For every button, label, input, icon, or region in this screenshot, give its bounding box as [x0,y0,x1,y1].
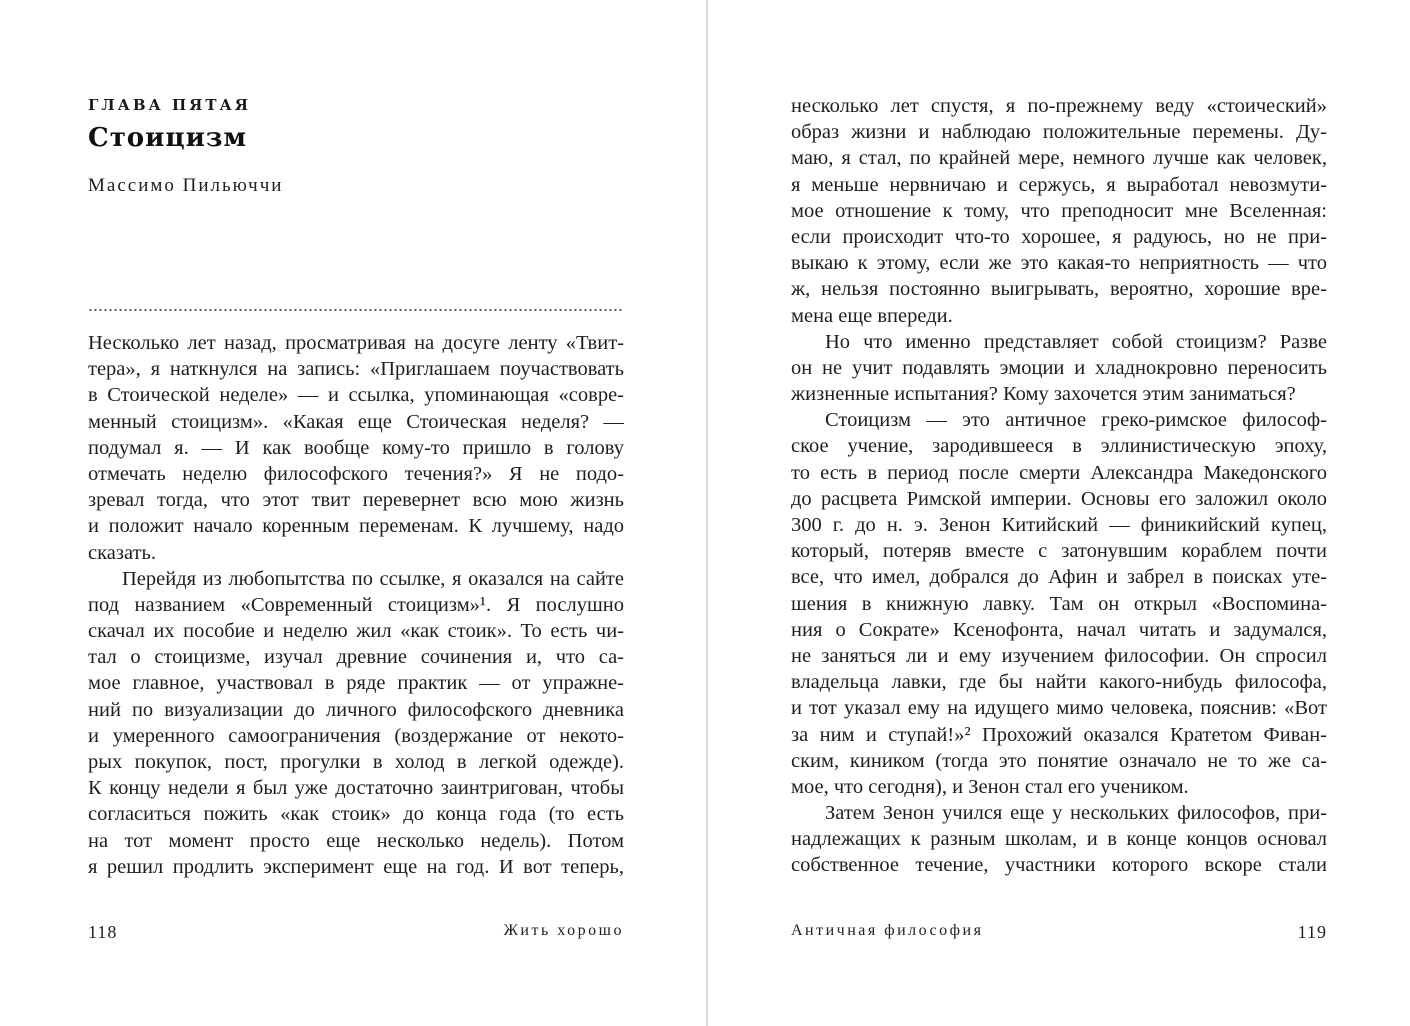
text-line: тал о стоицизме, изучал древние сочинения и, что са- [88,646,624,669]
text-line: согласиться пожить «как стоик» до конца года (то есть [88,803,624,826]
chapter-title: Стоицизм [88,123,248,153]
text-line: подумал я. — И как вообще кому-то пришло в голову [88,436,624,459]
text-line: не заняться ли и ему изучением философии. Он спросил [791,644,1327,667]
text-line: под названием «Современный стоицизм»¹. Я послушно [88,593,624,616]
text-line: образ жизни и наблюдаю положительные перемены. Ду- [791,121,1327,144]
page-number-right: 119 [1297,922,1327,942]
text-line: отмечать неделю философского течения?» Я не подо- [88,462,624,485]
text-line: сказать. [88,541,156,564]
text-line: 300 г. до н. э. Зенон Китийский — финикийский купец, [791,514,1327,536]
text-line: мена еще впереди. [791,304,953,327]
text-line: ний по визуализации до личного философского дневника [88,698,624,721]
text-line: ж, нельзя постоянно выигрывать, вероятно, хорошие вре- [791,278,1327,301]
text-line: шения в книжную лавку. Там он открыл «Воспомина- [791,592,1327,615]
text-line: ния о Сократе» Ксенофонта, начал читать и задумался, [791,618,1327,641]
text-line: маю, я стал, по крайней мере, немного лучше как человек, [791,147,1327,170]
text-line: надлежащих к разным школам, и в конце концов основал [791,828,1327,851]
text-line: тера», я наткнулся на запись: «Приглашаем поучаствовать [88,358,624,381]
text-line: Но что именно представляет собой стоицизм? Разве [825,330,1327,353]
text-line: и умеренного самоограничения (воздержание от некото- [88,724,624,747]
dotted-separator [88,308,624,312]
text-line: который, потеряв вместе с затонувшим кораблем почти [791,540,1327,563]
text-line: мое, что сегодня), и Зенон стал его учеником. [791,775,1189,798]
text-line: зревал тогда, что этот твит перевернет всю мою жизнь [88,489,624,512]
running-head-right: Античная философия [791,922,984,939]
text-line: и положит начало коренным переменам. К лучшему, надо [88,515,624,538]
text-line: и тот указал ему на идущего мимо человека, пояснив: «Вот [791,697,1327,720]
text-line: мое главное, участвовал в ряде практик — от упражне- [88,672,624,695]
text-line: Стоицизм — это античное греко-римское философ- [825,409,1327,432]
text-line: скачал их пособие и неделю жил «как стоик». То есть чи- [88,620,624,643]
text-line: если происходит что-то хорошее, я радуюсь, но не при- [791,225,1327,248]
right-page [708,0,1410,1026]
text-line: за ним и ступай!»² Прохожий оказался Кратетом Фиван- [791,723,1327,746]
text-line: Несколько лет назад, просматривая на досуге ленту «Твит- [88,332,624,354]
chapter-label: ГЛАВА ПЯТАЯ [88,96,251,114]
text-line: рых покупок, пост, прогулки в холод в легкой одежде). [88,751,624,773]
text-line: жизненные испытания? Кому захочется этим заниматься? [791,383,1296,406]
text-line: К концу недели я был уже достаточно заинтригован, чтобы [88,777,624,800]
text-line: владельца лавки, где бы найти какого-нибудь философа, [791,671,1327,694]
text-line: несколько лет спустя, я по-прежнему веду «стоический» [791,95,1327,117]
text-line: ским, киником (тогда это понятие означало не то же са- [791,749,1327,772]
text-line: собственное течение, участники которого вскоре стали [791,854,1327,877]
text-line: мое отношение к тому, что преподносит мне Вселенная: [791,199,1327,222]
text-line: то есть в период после смерти Александра Македонского [791,461,1327,484]
right-body-text [791,93,1327,879]
text-line: выкаю к этому, если же это какая-то неприятность — что [791,252,1327,275]
text-line: все, что имел, добрался до Афин и забрел в поисках уте- [791,566,1327,589]
chapter-author: Массимо Пильюччи [88,175,284,196]
text-line: до расцвета Римской империи. Основы его заложил около [791,487,1327,510]
page-number-left: 118 [88,922,118,942]
text-line: Затем Зенон учился еще у нескольких философов, при- [825,802,1327,825]
text-line: он не учит подавлять эмоции и хладнокровно переносить [791,356,1327,379]
text-line: Перейдя из любопытства по ссылке, я оказался на сайте [122,567,624,590]
running-head-left: Жить хорошо [503,922,624,939]
left-body-text [88,330,624,880]
text-line: я меньше нервничаю и сержусь, я выработал невозмути- [791,173,1327,196]
text-line: я решил продлить эксперимент еще на год. И вот теперь, [88,855,624,878]
text-line: на тот момент просто еще несколько недель). Потом [88,829,624,852]
text-line: менный стоицизм». «Какая еще Стоическая неделя? — [88,410,624,433]
text-line: ское учение, зародившееся в эллинистическую эпоху, [791,435,1327,458]
text-line: в Стоической неделе» — и ссылка, упоминающая «совре- [88,384,624,407]
